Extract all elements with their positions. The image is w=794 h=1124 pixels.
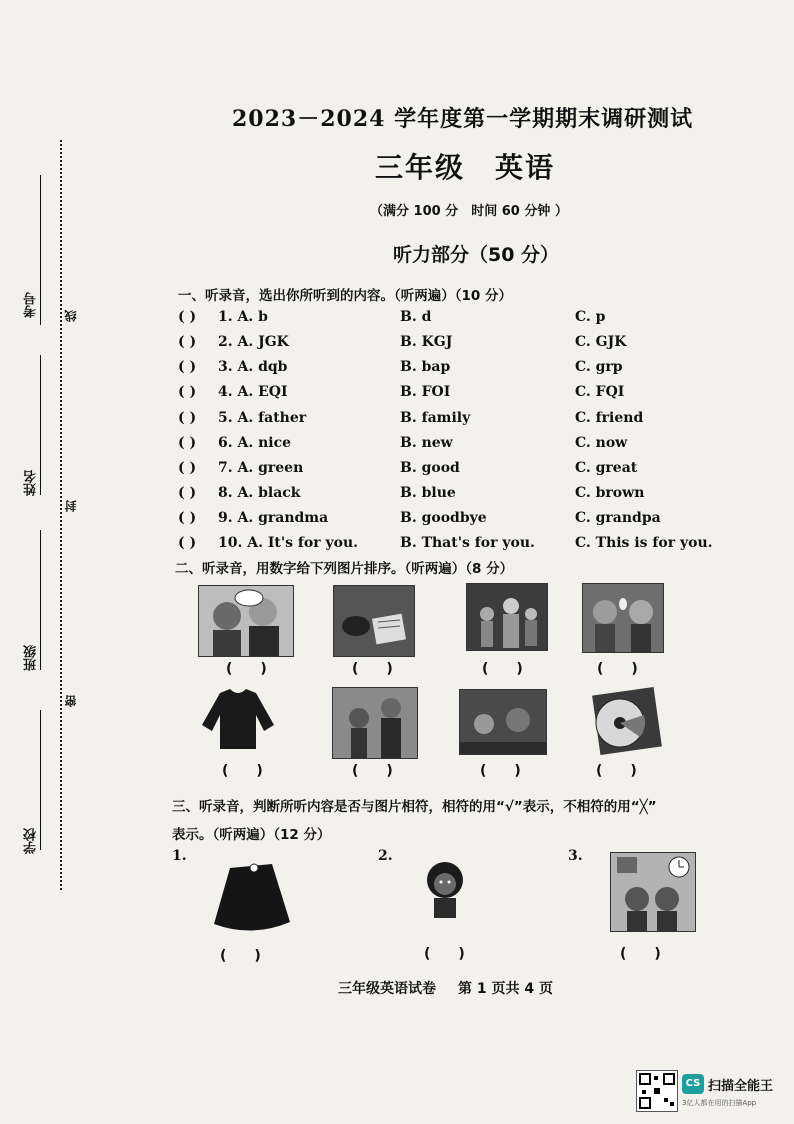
question-row	[178, 359, 738, 379]
seal-char-seal: 封	[64, 500, 78, 512]
exam-number-line	[40, 175, 41, 325]
answer-paren-blank[interactable]: ( )	[178, 410, 197, 426]
option-c: C. p	[575, 309, 606, 325]
page-number: 第 1 页共 4 页	[458, 981, 553, 997]
option-a: 3. A. dqb	[218, 359, 288, 375]
answer-paren-blank[interactable]: ( )	[178, 510, 197, 526]
qr-code-icon	[636, 1070, 678, 1112]
camscanner-name: 扫描全能王	[708, 1079, 774, 1094]
answer-blank-3[interactable]: ( )	[482, 661, 523, 677]
item-number-1: 1.	[172, 848, 187, 864]
option-a: 4. A. EQI	[218, 384, 288, 400]
judge-blank-1[interactable]: ( )	[220, 948, 261, 964]
section3-heading: 三、听录音，判断所听内容是否与图片相符，相符的用“√”表示，不相符的用“╳”	[172, 799, 657, 815]
subject-label: 英语	[495, 151, 556, 184]
answer-paren-blank[interactable]: ( )	[178, 359, 197, 375]
exam-name: 三年级英语试卷	[338, 981, 436, 997]
picture-family-scene	[466, 583, 548, 651]
picture-girl-and-woman	[332, 687, 418, 759]
answer-blank-6[interactable]: ( )	[352, 763, 393, 779]
option-b: B. d	[400, 309, 432, 325]
binding-dotted-line	[60, 140, 62, 890]
answer-paren-blank[interactable]: ( )	[178, 435, 197, 451]
option-a: 8. A. black	[218, 485, 301, 501]
exam-subtitle	[375, 146, 555, 186]
answer-blank-2[interactable]: ( )	[352, 661, 393, 677]
answer-paren-blank[interactable]: ( )	[178, 334, 197, 350]
class-label: 班级	[24, 645, 39, 671]
question-row	[178, 309, 738, 329]
picture-twins-and-clock	[610, 852, 696, 932]
grade-label: 三年级	[375, 151, 466, 184]
option-b: B. FOI	[400, 384, 451, 400]
option-c: C. now	[575, 435, 628, 451]
picture-skirt	[210, 860, 294, 934]
question-row	[178, 485, 738, 505]
option-c: C. grp	[575, 359, 623, 375]
option-b: B. goodbye	[400, 510, 487, 526]
picture-kids-listening	[582, 583, 664, 653]
school-line	[40, 710, 41, 850]
judge-blank-2[interactable]: ( )	[424, 946, 465, 962]
option-c: C. This is for you.	[575, 535, 713, 551]
answer-paren-blank[interactable]: ( )	[178, 535, 197, 551]
section2-heading: 二、听录音，用数字给下列图片排序。（听两遍）（8 分）	[175, 561, 514, 577]
option-b: B. KGJ	[400, 334, 453, 350]
question-row	[178, 510, 738, 530]
option-c: C. great	[575, 460, 638, 476]
camscanner-tagline: 3亿人都在用的扫描App	[682, 1099, 757, 1107]
camscanner-logo: CS	[682, 1074, 704, 1094]
name-label: 姓名	[24, 470, 39, 496]
section3-heading-cont: 表示。（听两遍）（12 分）	[172, 827, 331, 843]
question-row	[178, 334, 738, 354]
option-a: 6. A. nice	[218, 435, 292, 451]
answer-blank-7[interactable]: ( )	[480, 763, 521, 779]
name-line	[40, 355, 41, 495]
picture-cd-disc	[590, 685, 664, 755]
picture-sweater	[198, 685, 278, 753]
question-row	[178, 435, 738, 455]
picture-boys-talking	[198, 585, 294, 657]
question-row	[178, 460, 738, 480]
option-a: 5. A. father	[218, 410, 307, 426]
question-row	[178, 410, 738, 430]
item-number-2: 2.	[378, 848, 393, 864]
seal-char-secret: 密	[64, 695, 78, 707]
section1-heading: 一、听录音，选出你所听到的内容。（听两遍）（10 分）	[178, 288, 512, 304]
seal-char-line: 线	[64, 310, 78, 322]
answer-blank-8[interactable]: ( )	[596, 763, 637, 779]
option-c: C. FQI	[575, 384, 625, 400]
exam-number-label: 考号	[24, 292, 39, 318]
option-a: 1. A. b	[218, 309, 268, 325]
judge-blank-3[interactable]: ( )	[620, 946, 661, 962]
exam-title: 2023－2024 学年度第一学期期末调研测试	[232, 106, 694, 132]
option-b: B. family	[400, 410, 471, 426]
answer-blank-5[interactable]: ( )	[222, 763, 263, 779]
option-a: 2. A. JGK	[218, 334, 289, 350]
answer-blank-4[interactable]: ( )	[597, 661, 638, 677]
scanner-watermark	[636, 1070, 786, 1114]
page-footer	[338, 978, 553, 998]
option-a: 10. A. It's for you.	[218, 535, 359, 551]
option-b: B. new	[400, 435, 453, 451]
school-label: 学校	[24, 828, 39, 854]
option-c: C. friend	[575, 410, 644, 426]
option-b: B. bap	[400, 359, 451, 375]
answer-paren-blank[interactable]: ( )	[178, 460, 197, 476]
picture-girl-doll	[420, 858, 470, 924]
option-c: C. brown	[575, 485, 645, 501]
item-number-3: 3.	[568, 848, 583, 864]
answer-paren-blank[interactable]: ( )	[178, 309, 197, 325]
option-b: B. That's for you.	[400, 535, 535, 551]
question-row	[178, 535, 738, 555]
option-b: B. good	[400, 460, 460, 476]
option-c: C. GJK	[575, 334, 627, 350]
answer-paren-blank[interactable]: ( )	[178, 384, 197, 400]
score-time-note: （满分 100 分 时间 60 分钟 ）	[370, 204, 568, 219]
option-c: C. grandpa	[575, 510, 661, 526]
answer-paren-blank[interactable]: ( )	[178, 485, 197, 501]
option-a: 7. A. green	[218, 460, 304, 476]
picture-cartoon-scene	[459, 689, 547, 755]
answer-blank-1[interactable]: ( )	[226, 661, 267, 677]
listening-part-title: 听力部分（50 分）	[393, 244, 560, 266]
class-line	[40, 530, 41, 670]
question-row	[178, 384, 738, 404]
picture-girl-with-bird	[333, 585, 415, 657]
option-a: 9. A. grandma	[218, 510, 329, 526]
option-b: B. blue	[400, 485, 456, 501]
